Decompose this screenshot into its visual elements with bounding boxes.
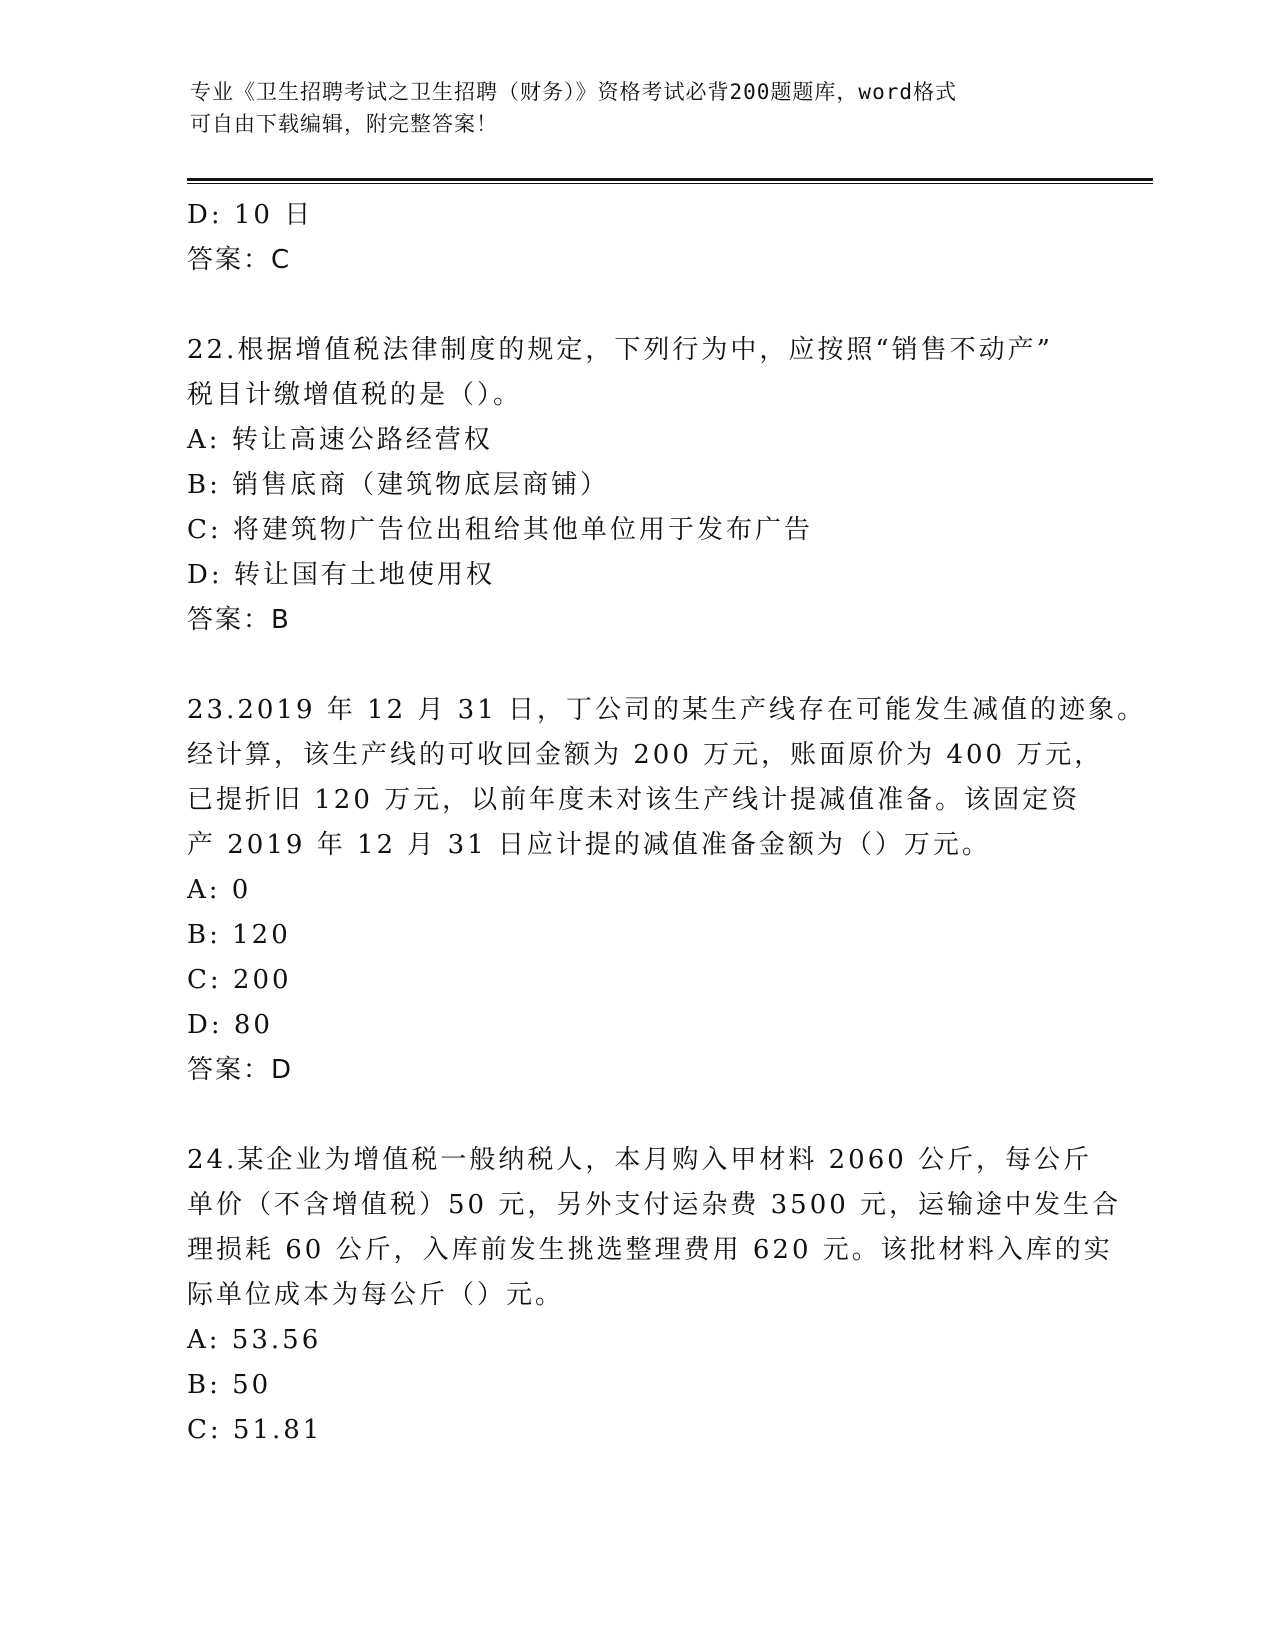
question-stem-line: 产 2019 年 12 月 31 日应计提的减值准备金额为（）万元。 [187, 830, 991, 860]
question-stem-line: 已提折旧 120 万元，以前年度未对该生产线计提减值准备。该固定资 [187, 785, 1081, 815]
page-header [190, 76, 1070, 140]
spacer [187, 643, 1087, 688]
header-title-line-1: 专业《卫生招聘考试之卫生招聘（财务）》资格考试必背200题题库，word格式 [190, 80, 957, 104]
answer: 答案：D [187, 1055, 294, 1085]
option-d: D: 转让国有土地使用权 [187, 560, 495, 590]
option-c: C: 将建筑物广告位出租给其他单位用于发布广告 [187, 515, 813, 545]
question-stem-line: 际单位成本为每公斤（）元。 [187, 1280, 565, 1310]
option-c: C: 200 [187, 965, 292, 995]
spacer [187, 283, 1087, 328]
option-a: A: 0 [187, 875, 252, 905]
header-divider-thick [187, 178, 1153, 181]
option-b: B: 销售底商（建筑物底层商铺） [187, 470, 610, 500]
answer: 答案：C [187, 245, 292, 275]
option-d: D: 10 日 [187, 200, 314, 230]
spacer [187, 1093, 1087, 1138]
header-divider-thin [187, 183, 1153, 184]
header-title-line-2: 可自由下载编辑，附完整答案！ [190, 112, 498, 136]
option-b: B: 120 [187, 920, 291, 950]
question-23 [187, 688, 1147, 1093]
question-stem-line: 理损耗 60 公斤，入库前发生挑选整理费用 620 元。该批材料入库的实 [187, 1235, 1113, 1265]
option-d: D: 80 [187, 1010, 273, 1040]
answer: 答案：B [187, 605, 291, 635]
question-22 [187, 328, 1087, 643]
question-stem-line: 经计算，该生产线的可收回金额为 200 万元，账面原价为 400 万元， [187, 740, 1104, 770]
question-stem-line: 单价（不含增值税）50 元，另外支付运杂费 3500 元，运输途中发生合 [187, 1190, 1122, 1220]
question-stem-line: 22.根据增值税法律制度的规定，下列行为中，应按照“销售不动产” [187, 335, 1053, 365]
option-a: A: 转让高速公路经营权 [187, 425, 493, 455]
question-stem-line: 税目计缴增值税的是（）。 [187, 380, 523, 410]
question-stem-line: 23.2019 年 12 月 31 日，丁公司的某生产线存在可能发生减值的迹象。 [187, 695, 1147, 725]
question-24 [187, 1138, 1122, 1453]
question-list [187, 193, 1147, 1453]
option-c: C: 51.81 [187, 1415, 323, 1445]
option-a: A: 53.56 [187, 1325, 322, 1355]
question-stem-line: 24.某企业为增值税一般纳税人，本月购入甲材料 2060 公斤，每公斤 [187, 1145, 1093, 1175]
option-b: B: 50 [187, 1370, 272, 1400]
